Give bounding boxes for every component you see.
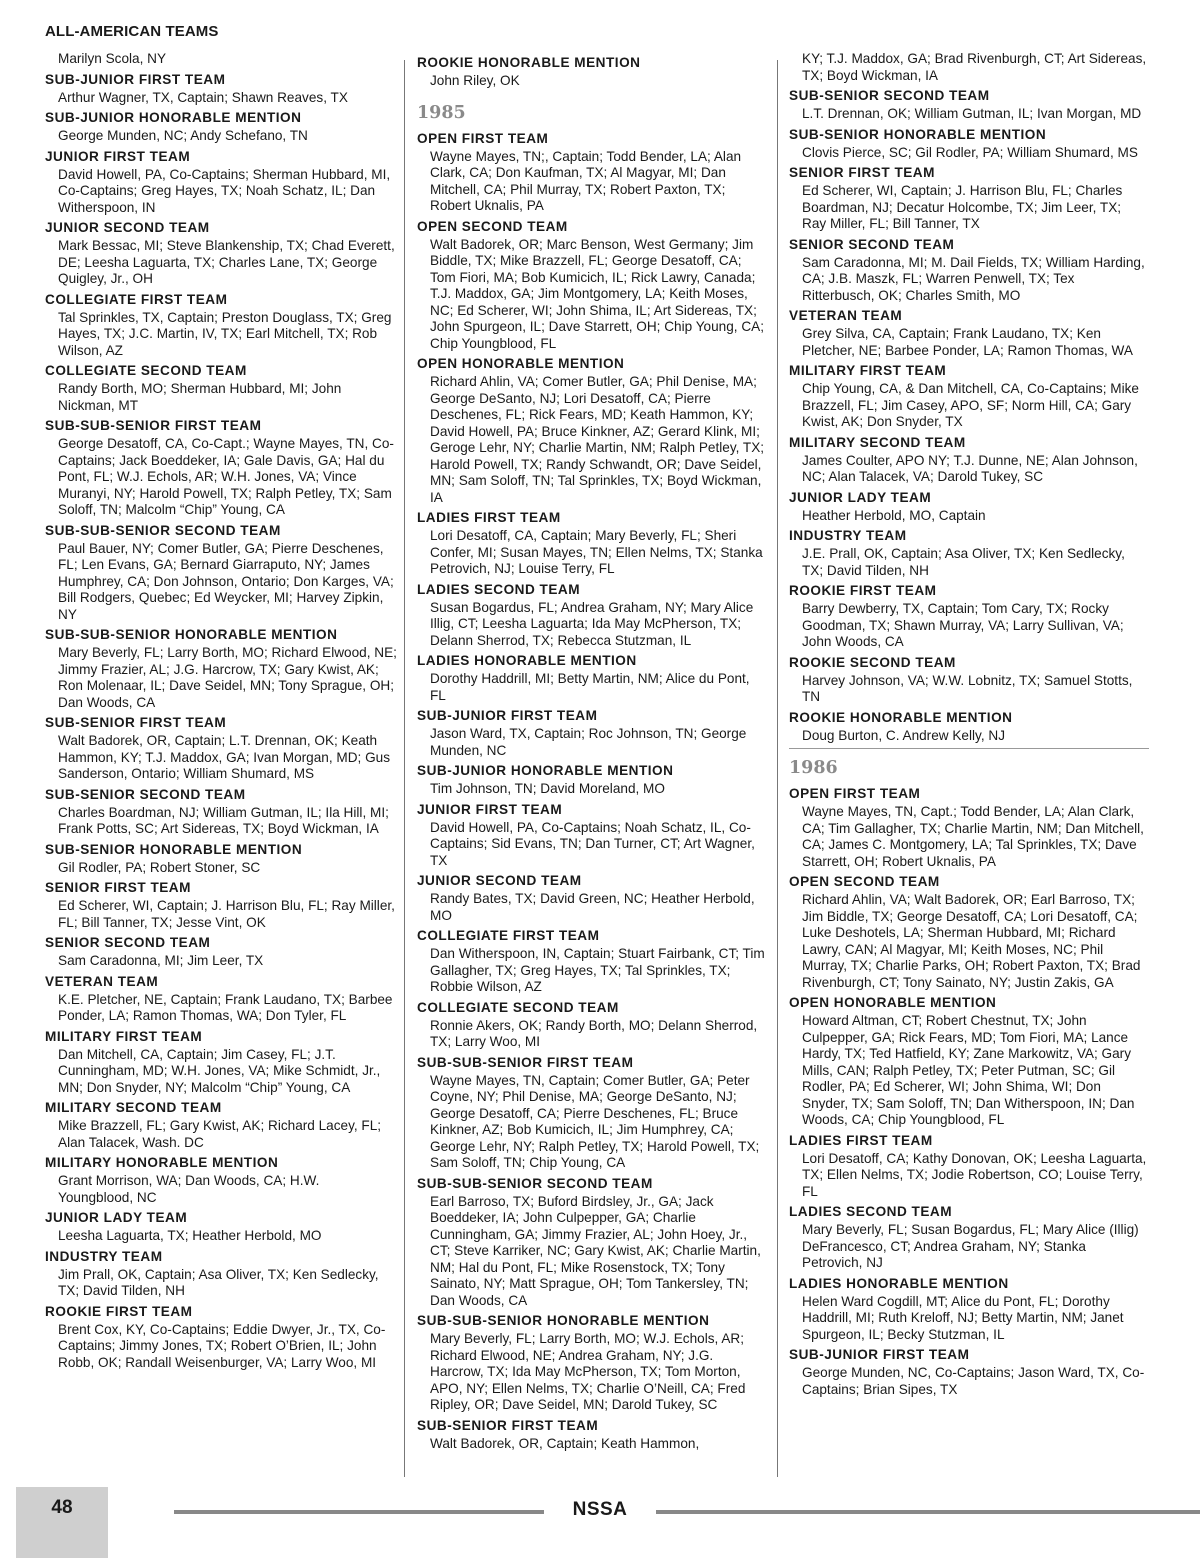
team-heading: SUB-SUB-SENIOR SECOND TEAM	[45, 522, 281, 538]
team-heading: SUB-JUNIOR FIRST TEAM	[45, 71, 226, 87]
year-heading: 1985	[417, 102, 466, 123]
team-heading: SUB-SUB-SENIOR FIRST TEAM	[417, 1054, 634, 1070]
team-heading: LADIES HONORABLE MENTION	[789, 1275, 1009, 1291]
team-members: Richard Ahlin, VA; Walt Badorek, OR; Earl Barroso, TX; Jim Biddle, TX; George Desatoff, CA; Lori Desatoff, CA; Luke Deshotels, LA; Sherman Hubbard, MI; Richard Lawry, CAN; Al Magyar, MI; Keith Moses, NC; Phil Murray, TX; Charlie Parks, OH; Robert Paxton, TX; Brad Rivenburgh, CT; Tony Sainato, NY; Justin Zakis, GA	[802, 892, 1141, 990]
team-entry	[417, 582, 769, 650]
team-entry	[45, 842, 397, 877]
team-heading: OPEN HONORABLE MENTION	[789, 995, 997, 1010]
team-heading: SUB-SUB-SENIOR SECOND TEAM	[417, 1175, 653, 1191]
team-members: Brent Cox, KY, Co-Captains; Eddie Dwyer, Jr., TX, Co-Captains; Jimmy Jones, TX; Robert O’Brien, IL; John Robb, OK; Randall Weisenburger, VA; Larry Woo, MI	[58, 1321, 386, 1370]
column-divider	[777, 60, 778, 1477]
team-heading: SUB-JUNIOR FIRST TEAM	[417, 708, 598, 723]
team-entry	[417, 873, 769, 924]
team-heading: SUB-SENIOR HONORABLE MENTION	[789, 126, 1047, 142]
team-entry	[789, 655, 1149, 706]
team-members: Lori Desatoff, CA; Kathy Donovan, OK; Leesha Laguarta, TX; Ellen Nelms, TX; Jodie Robertson, CO; Louise Terry, FL	[802, 1150, 1147, 1199]
team-members: Chip Young, CA, & Dan Mitchell, CA, Co-Captains; Mike Brazzell, FL; Jim Casey, APO, SF; Norm Hill, CA; Gary Kwist, AK; Don Snyder, TX	[802, 381, 1139, 429]
team-entry	[789, 874, 1149, 991]
team-heading: SUB-SENIOR HONORABLE MENTION	[45, 841, 303, 857]
team-entry	[417, 356, 769, 506]
team-heading: LADIES SECOND TEAM	[789, 1204, 953, 1219]
team-members: Gil Rodler, PA; Robert Stoner, SC	[58, 859, 261, 875]
team-members: K.E. Pletcher, NE, Captain; Frank Laudano, TX; Barbee Ponder, LA; Ramon Thomas, WA; Don Tyler, FL	[58, 991, 393, 1023]
team-entry	[45, 72, 397, 107]
team-heading: MILITARY SECOND TEAM	[45, 1100, 222, 1115]
team-members: Mary Beverly, FL; Larry Borth, MO; W.J. Echols, AR; Richard Elwood, NE; Andrea Graham, NY; J.G. Harcrow, TX; Ida May McPherson, TX; Tom Morton, APO, NY; Ellen Nelms, TX; Charlie O’Neill, CA; Fred Ripley, OR; Dave Seidel, MN; Darold Tukey, SC	[430, 1331, 746, 1412]
team-heading: INDUSTRY TEAM	[789, 528, 907, 543]
team-members: George Munden, NC, Co-Captains; Jason Ward, TX, Co-Captains; Brian Sipes, TX	[802, 1365, 1145, 1397]
team-members: Mike Brazzell, FL; Gary Kwist, AK; Richard Lacey, FL; Alan Talacek, Wash. DC	[58, 1118, 382, 1150]
team-heading: VETERAN TEAM	[789, 308, 903, 323]
team-heading: OPEN SECOND TEAM	[789, 874, 940, 889]
team-entry	[45, 935, 397, 970]
team-heading: ROOKIE HONORABLE MENTION	[789, 709, 1013, 725]
team-heading: SUB-SENIOR SECOND TEAM	[45, 786, 246, 802]
column-2	[417, 51, 769, 1456]
team-heading: ROOKIE FIRST TEAM	[789, 583, 937, 598]
team-entry	[45, 1249, 397, 1300]
team-heading: ROOKIE HONORABLE MENTION	[417, 55, 641, 70]
team-members: George Munden, NC; Andy Schefano, TN	[58, 128, 308, 143]
team-entry	[45, 110, 397, 145]
team-members: Heather Herbold, MO, Captain	[802, 507, 986, 523]
team-entry	[45, 523, 397, 624]
footer-brand: NSSA	[572, 1499, 628, 1520]
team-heading: ROOKIE SECOND TEAM	[789, 654, 956, 670]
team-entry	[45, 418, 397, 519]
team-members: Wayne Mayes, TN, Captain; Comer Butler, GA; Peter Coyne, NY; Phil Denise, MA; George DeSanto, NJ; George Desatoff, CA; Pierre Deschenes, FL; Bruce Kinkner, AZ; Bob Kumicich, IL; Jim Humphrey, CA; George Lehr, NY; Ralph Petley, TX; Harold Powell, TX; Sam Soloff, TN; Chip Young, CA	[430, 1072, 760, 1170]
team-heading: MILITARY HONORABLE MENTION	[45, 1155, 279, 1170]
team-members: Jason Ward, TX, Captain; Roc Johnson, TN; George Munden, NC	[430, 726, 747, 758]
team-heading: LADIES FIRST TEAM	[417, 510, 561, 525]
team-members: David Howell, PA, Co-Captains; Noah Schatz, IL, Co-Captains; Sid Evans, TN; Dan Turner, CT; Art Wagner, TX	[430, 819, 755, 868]
team-heading: SUB-SENIOR FIRST TEAM	[45, 715, 227, 730]
team-entry	[417, 55, 769, 90]
team-members: L.T. Drennan, OK; William Gutman, IL; Ivan Morgan, MD	[802, 106, 1142, 121]
team-heading: SUB-SUB-SENIOR FIRST TEAM	[45, 418, 262, 433]
team-members: Mary Beverly, FL; Larry Borth, MO; Richard Elwood, NE; Jimmy Frazier, AL; J.G. Harcrow, TX; Gary Kwist, AK; Ron Molenaar, IL; Dave Seidel, MN; Tony Sprague, OH; Dan Woods, CA	[58, 645, 397, 710]
team-entry	[417, 928, 769, 996]
team-members: Tal Sprinkles, TX, Captain; Preston Douglass, TX; Greg Hayes, TX; J.C. Martin, IV, TX; Earl Mitchell, TX; Rob Wilson, AZ	[58, 309, 392, 358]
team-heading: SENIOR FIRST TEAM	[789, 165, 935, 180]
team-members-continued: KY; T.J. Maddox, GA; Brad Rivenburgh, CT; Art Sidereas, TX; Boyd Wickman, IA	[802, 51, 1147, 83]
footer-rule-left	[174, 1510, 544, 1514]
team-entry	[417, 510, 769, 578]
page-number: 48	[51, 1497, 73, 1518]
column-3	[789, 51, 1149, 1402]
team-entry	[45, 1029, 397, 1097]
team-members: Dorothy Haddrill, MI; Betty Martin, NM; Alice du Pont, FL	[430, 671, 750, 703]
team-members: Leesha Laguarta, TX; Heather Herbold, MO	[58, 1228, 322, 1243]
team-members: Mary Beverly, FL; Susan Bogardus, FL; Mary Alice (Illig) DeFrancesco, CT; Andrea Graham, NY; Stanka Petrovich, NJ	[802, 1222, 1139, 1270]
team-members: Barry Dewberry, TX, Captain; Tom Cary, TX; Rocky Goodman, TX; Shawn Murray, VA; Larry Sullivan, VA; John Woods, CA	[802, 601, 1124, 649]
team-members: Helen Ward Cogdill, MT; Alice du Pont, FL; Dorothy Haddrill, MI; Ruth Kreloff, NJ; Betty Martin, NM; Janet Spurgeon, IL; Becky Stutzman, IL	[802, 1293, 1124, 1342]
team-entry	[417, 763, 769, 798]
year-heading: 1986	[789, 748, 1149, 778]
team-members: Richard Ahlin, VA; Comer Butler, GA; Phil Denise, MA; George DeSanto, NJ; Lori Desatoff, CA; Pierre Deschenes, FL; Rick Fears, MD; Keath Hammon, KY; David Howell, PA; Bruce Kinkner, AZ; Gerard Klink, MI; Geroge Lehr, NY; Charlie Martin, NM; Ralph Petley, TX; Harold Powell, TX; Randy Schwandt, OR; Dave Seidel, MN; Sam Soloff, TN; Tal Sprinkles, TX; Boyd Wickman, IA	[430, 374, 765, 505]
team-members: Walt Badorek, OR; Marc Benson, West Germany; Jim Biddle, TX; Mike Brazzell, FL; George Desatoff, CA; Tom Fiori, MA; Bob Kumicich, IL; Rick Lawry, Canada; T.J. Maddox, GA; Jim Montgomery, LA; Keith Moses, NC; Ed Scherer, WI; John Shima, IL; Art Sidereas, TX; John Spurgeon, IL; Dave Starrett, OH; Chip Young, CA; Chip Youngblood, FL	[430, 236, 764, 351]
team-entry	[789, 1276, 1149, 1344]
team-members: Susan Bogardus, FL; Andrea Graham, NY; Mary Alice Illig, CT; Leesha Laguarta; Ida May McPherson, TX; Delann Sherrod, TX; Rebecca Stutzman, IL	[430, 599, 754, 648]
team-entry	[417, 131, 769, 215]
team-members: Sam Caradonna, MI; M. Dail Fields, TX; William Harding, CA; J.B. Maszk, FL; Warren Penwell, TX; Tex Ritterbusch, OK; Charles Smith, MO	[802, 254, 1145, 303]
team-entry	[45, 1304, 397, 1372]
team-entry	[45, 292, 397, 360]
team-entry	[45, 1210, 397, 1245]
team-members: Doug Burton, C. Andrew Kelly, NJ	[802, 727, 1005, 743]
team-members: Jim Prall, OK, Captain; Asa Oliver, TX; Ken Sedlecky, TX; David Tilden, NH	[58, 1266, 379, 1298]
team-members: George Desatoff, CA, Co-Capt.; Wayne Mayes, TN, Co-Captains; Jack Boeddeker, IA; Gale Davis, GA; Hal du Pont, FL; W.J. Echols, AR; W.H. Jones, VA; Vince Muranyi, NY; Harold Powell, TX; Ralph Petley, TX; Sam Soloff, TN; Malcolm “Chip” Young, CA	[58, 436, 394, 517]
team-heading: SUB-JUNIOR HONORABLE MENTION	[417, 763, 674, 778]
team-heading: JUNIOR FIRST TEAM	[45, 148, 191, 164]
team-members: David Howell, PA, Co-Captains; Sherman Hubbard, MI, Co-Captains; Greg Hayes, TX; Noah Schatz, IL; Dan Witherspoon, IN	[58, 166, 391, 215]
team-entry	[417, 1055, 769, 1172]
team-members: Wayne Mayes, TN;, Captain; Todd Bender, LA; Alan Clark, CA; Don Kaufman, TX; Al Magyar, MI; Dan Mitchell, CA; Phil Murray, TX; Robert Paxton, TX; Robert Uknalis, PA	[430, 148, 742, 213]
team-members-continued: Marilyn Scola, NY	[58, 51, 167, 66]
team-heading: COLLEGIATE SECOND TEAM	[417, 999, 619, 1015]
team-entry	[789, 583, 1149, 651]
team-heading: SUB-JUNIOR FIRST TEAM	[789, 1347, 970, 1362]
team-entry	[789, 710, 1149, 745]
team-heading: COLLEGIATE FIRST TEAM	[45, 291, 228, 307]
team-members: Ed Scherer, WI, Captain; J. Harrison Blu, FL; Charles Boardman, NJ; Decatur Holcombe, TX; Jim Leer, TX; Ray Miller, FL; Bill Tanner, TX	[802, 183, 1123, 231]
team-entry	[789, 88, 1149, 123]
team-heading: COLLEGIATE FIRST TEAM	[417, 928, 600, 943]
team-entry	[45, 1155, 397, 1206]
team-heading: VETERAN TEAM	[45, 973, 159, 989]
team-entry	[789, 995, 1149, 1129]
team-entry	[417, 708, 769, 759]
team-entry	[417, 1418, 769, 1453]
team-members: Mark Bessac, MI; Steve Blankenship, TX; Chad Everett, DE; Leesha Laguarta, TX; Charles Lane, TX; George Quigley, Jr., OH	[58, 238, 395, 286]
team-heading: OPEN SECOND TEAM	[417, 218, 568, 234]
team-heading: JUNIOR LADY TEAM	[45, 1210, 188, 1225]
team-heading: JUNIOR FIRST TEAM	[417, 801, 563, 817]
team-entry	[789, 127, 1149, 162]
team-heading: SENIOR FIRST TEAM	[45, 880, 191, 895]
column-divider	[404, 60, 405, 1477]
team-heading: SUB-SENIOR FIRST TEAM	[417, 1417, 599, 1433]
team-heading: SUB-SUB-SENIOR HONORABLE MENTION	[45, 627, 338, 642]
team-heading: SENIOR SECOND TEAM	[45, 935, 211, 950]
team-members: Dan Mitchell, CA, Captain; Jim Casey, FL; J.T. Cunningham, MD; W.H. Jones, VA; Mike Schmidt, Jr., MN; Don Snyder, NY; Malcolm “Chip” Young, CA	[58, 1046, 381, 1095]
team-entry	[789, 363, 1149, 431]
team-members: Arthur Wagner, TX, Captain; Shawn Reaves, TX	[58, 89, 348, 105]
team-heading: JUNIOR LADY TEAM	[789, 489, 932, 505]
team-entry	[417, 219, 769, 353]
team-members: Wayne Mayes, TN, Capt.; Todd Bender, LA; Alan Clark, CA; Tim Gallagher, TX; Charlie Martin, NM; Dan Mitchell, CA; James C. Montgomery, LA; Tal Sprinkles, TX; Dave Starrett, OH; Robert Uknalis, PA	[802, 804, 1144, 869]
team-heading: MILITARY SECOND TEAM	[789, 434, 966, 450]
team-heading: COLLEGIATE SECOND TEAM	[45, 363, 247, 378]
team-heading: JUNIOR SECOND TEAM	[417, 873, 582, 888]
team-members: Harvey Johnson, VA; W.W. Lobnitz, TX; Samuel Stotts, TN	[802, 672, 1133, 704]
team-entry	[789, 1133, 1149, 1201]
team-members: J.E. Prall, OK, Captain; Asa Oliver, TX; Ken Sedlecky, TX; David Tilden, NH	[802, 546, 1125, 578]
team-entry	[45, 1100, 397, 1151]
team-heading: ROOKIE FIRST TEAM	[45, 1303, 193, 1319]
team-entry	[789, 237, 1149, 305]
column-1	[45, 51, 397, 1375]
team-members: Walt Badorek, OR, Captain; Keath Hammon,	[430, 1435, 700, 1451]
team-members: Charles Boardman, NJ; William Gutman, IL; Ila Hill, MI; Frank Potts, SC; Art Sidereas, TX; Boyd Wickman, IA	[58, 804, 389, 836]
team-heading: JUNIOR SECOND TEAM	[45, 220, 210, 235]
team-members: Randy Borth, MO; Sherman Hubbard, MI; John Nickman, MT	[58, 381, 342, 413]
team-heading: OPEN FIRST TEAM	[789, 786, 921, 801]
team-members: Clovis Pierce, SC; Gil Rodler, PA; William Shumard, MS	[802, 144, 1138, 160]
team-heading: OPEN FIRST TEAM	[417, 130, 549, 146]
team-heading: SUB-SUB-SENIOR HONORABLE MENTION	[417, 1313, 710, 1328]
team-entry	[45, 627, 397, 711]
team-entry	[789, 1204, 1149, 1272]
team-members: Ronnie Akers, OK; Randy Borth, MO; Delann Sherrod, TX; Larry Woo, MI	[430, 1017, 758, 1049]
team-members: Randy Bates, TX; David Green, NC; Heather Herbold, MO	[430, 891, 755, 923]
team-heading: OPEN HONORABLE MENTION	[417, 356, 625, 371]
team-entry	[45, 715, 397, 783]
team-members: Dan Witherspoon, IN, Captain; Stuart Fairbank, CT; Tim Gallagher, TX; Greg Hayes, TX; Tal Sprinkles, TX; Robbie Wilson, AZ	[430, 946, 765, 994]
team-members: Howard Altman, CT; Robert Chestnut, TX; John Culpepper, GA; Rick Fears, MD; Tom Fiori, MA; Lance Hardy, TX; Ted Hatfield, KY; Zane Markowitz, VA; Gary Mills, CAN; Ralph Petley, TX; Peter Putman, SC; Gil Rodler, PA; Ed Scherer, WI; John Shima, WI; Don Snyder, TX; Sam Soloff, TN; Dan Witherspoon, IN; Dan Woods, CA; Chip Youngblood, FL	[802, 1013, 1135, 1127]
team-entry	[417, 653, 769, 704]
team-heading: SUB-JUNIOR HONORABLE MENTION	[45, 110, 302, 125]
team-entry	[417, 1176, 769, 1310]
team-entry	[45, 880, 397, 931]
footer-rule-right	[656, 1510, 1200, 1514]
team-entry	[789, 165, 1149, 233]
team-members: Grey Silva, CA, Captain; Frank Laudano, TX; Ken Pletcher, NE; Barbee Ponder, LA; Ramon Thomas, WA	[802, 326, 1133, 358]
team-entry	[789, 786, 1149, 870]
team-entry	[417, 1000, 769, 1051]
team-members: Sam Caradonna, MI; Jim Leer, TX	[58, 953, 264, 968]
team-entry	[45, 220, 397, 288]
team-entry	[417, 1313, 769, 1414]
team-entry	[789, 1347, 1149, 1398]
team-heading: MILITARY FIRST TEAM	[789, 363, 947, 378]
team-heading: INDUSTRY TEAM	[45, 1248, 163, 1264]
team-members: Tim Johnson, TN; David Moreland, MO	[430, 781, 665, 796]
team-members: Grant Morrison, WA; Dan Woods, CA; H.W. Youngblood, NC	[58, 1173, 320, 1205]
team-entry	[789, 528, 1149, 579]
team-heading: SUB-SENIOR SECOND TEAM	[789, 88, 990, 103]
page-title: ALL-AMERICAN TEAMS	[45, 23, 219, 40]
team-members: Paul Bauer, NY; Comer Butler, GA; Pierre Deschenes, FL; Len Evans, GA; Bernard Giarraputo, NY; James Humphrey, CA; Don Johnson, Ontario; Don Karges, VA; Bill Rodgers, Quebec; Ed Weycker, MI; Harvey Zipkin, NY	[58, 540, 394, 622]
team-entry	[417, 802, 769, 870]
team-members: Walt Badorek, OR, Captain; L.T. Drennan, OK; Keath Hammon, KY; T.J. Maddox, GA; Ivan Morgan, MD; Gus Sanderson, Ontario; William Shumard, MS	[58, 733, 391, 781]
team-heading: LADIES SECOND TEAM	[417, 581, 581, 597]
team-entry	[789, 308, 1149, 359]
team-entry	[789, 435, 1149, 486]
team-heading: SENIOR SECOND TEAM	[789, 236, 955, 252]
team-members: Earl Barroso, TX; Buford Birdsley, Jr., GA; Jack Boeddeker, IA; John Culpepper, GA; Charlie Cunningham, GA; Jimmy Frazier, AL; John Hoey, Jr., CT; Steve Karriker, NC; Gary Kwist, AK; Charlie Martin, NM; Hal du Pont, FL; Mike Rosenstock, TX; Tony Sainato, NY; Matt Sprague, OH; Tom Tankersley, TN; Dan Woods, CA	[430, 1193, 761, 1308]
team-members: James Coulter, APO NY; T.J. Dunne, NE; Alan Johnson, NC; Alan Talacek, VA; Darold Tukey, SC	[802, 452, 1138, 484]
team-members: John Riley, OK	[430, 73, 520, 88]
team-entry	[45, 363, 397, 414]
team-members: Lori Desatoff, CA, Captain; Mary Beverly, FL; Sheri Confer, MI; Susan Mayes, TN; Ellen Nelms, TX; Stanka Petrovich, NJ; Louise Terry, FL	[430, 528, 763, 576]
team-entry	[45, 974, 397, 1025]
team-entry	[45, 149, 397, 217]
team-entry	[789, 490, 1149, 525]
team-heading: LADIES FIRST TEAM	[789, 1132, 933, 1148]
team-heading: LADIES HONORABLE MENTION	[417, 653, 637, 668]
team-members: Ed Scherer, WI, Captain; J. Harrison Blu, FL; Ray Miller, FL; Bill Tanner, TX; Jesse Vint, OK	[58, 898, 395, 930]
team-heading: MILITARY FIRST TEAM	[45, 1028, 203, 1044]
team-entry	[45, 787, 397, 838]
